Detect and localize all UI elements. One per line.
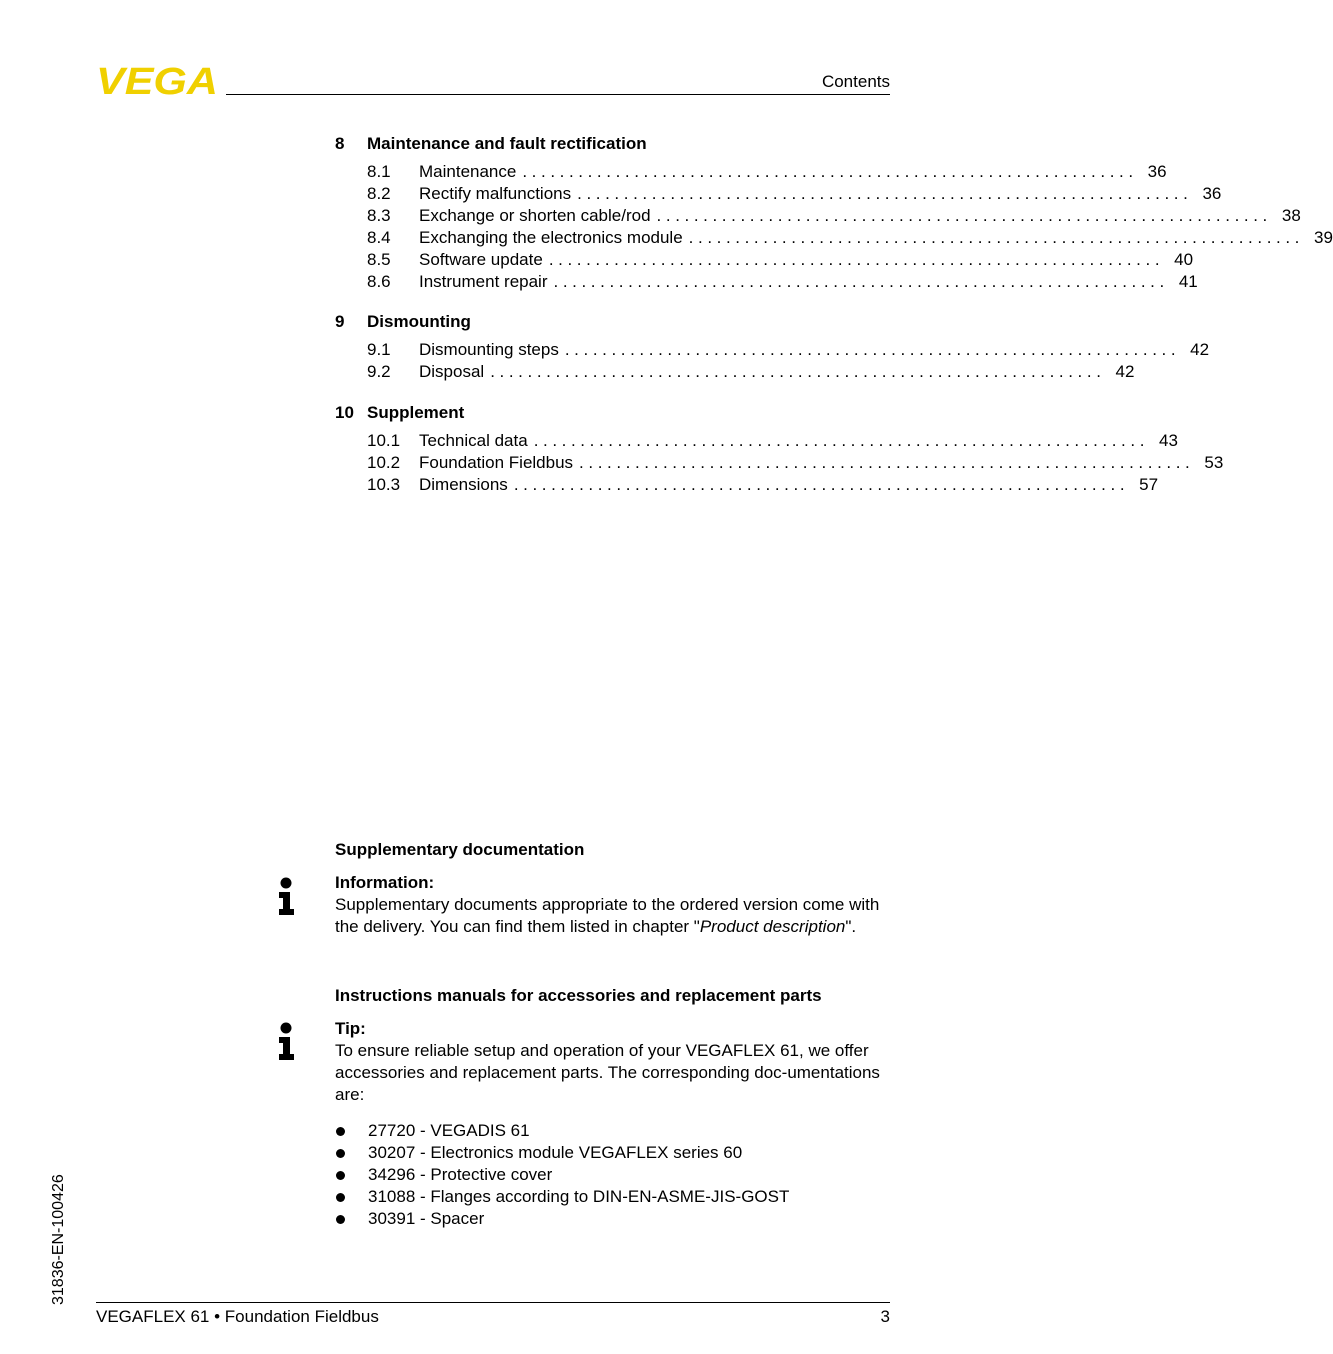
toc-section-number: 8 bbox=[335, 134, 345, 153]
chapter-reference: Product description bbox=[699, 917, 846, 936]
bullet-icon bbox=[336, 1171, 345, 1180]
info-icon bbox=[276, 1022, 298, 1062]
page-number: 3 bbox=[880, 1307, 890, 1326]
instructions-heading: Instructions manuals for accessories and replacement parts bbox=[335, 986, 822, 1005]
toc-entry-title: Technical data bbox=[419, 431, 528, 450]
toc-entry[interactable] bbox=[367, 227, 1333, 249]
info-icon-graphic bbox=[276, 877, 298, 917]
toc-entry-number: 8.5 bbox=[367, 250, 391, 269]
information-note bbox=[335, 872, 895, 938]
tip-label: Tip: bbox=[335, 1019, 366, 1038]
list-item bbox=[335, 1186, 789, 1208]
toc-entry-title: Rectify malfunctions bbox=[419, 184, 572, 203]
toc-entry-number: 8.2 bbox=[367, 184, 391, 203]
toc-entry-page: 42 bbox=[1115, 362, 1135, 381]
toc-entry-page: 38 bbox=[1281, 206, 1301, 225]
toc-entry-title: Foundation Fieldbus bbox=[419, 453, 574, 472]
toc-section-heading[interactable] bbox=[335, 402, 890, 424]
toc-entry-number: 8.6 bbox=[367, 272, 391, 291]
toc-section-heading[interactable] bbox=[335, 311, 890, 333]
toc-leader-dots: .................................................................. bbox=[513, 475, 1130, 494]
information-text-end: ". bbox=[845, 917, 857, 936]
toc-entry[interactable] bbox=[367, 271, 1198, 293]
information-label: Information: bbox=[335, 873, 435, 892]
toc-section-number: 9 bbox=[335, 312, 345, 331]
toc-entry-number: 9.1 bbox=[367, 340, 391, 359]
toc-section-9 bbox=[335, 311, 1210, 383]
toc-leader-dots: .................................................................. bbox=[548, 250, 1165, 269]
toc-entry-page: 39 bbox=[1314, 228, 1333, 247]
toc-entry[interactable] bbox=[367, 452, 1224, 474]
bullet-icon bbox=[336, 1215, 345, 1224]
toc-leader-dots: .................................................................. bbox=[490, 362, 1106, 381]
toc-entry-page: 42 bbox=[1190, 340, 1210, 359]
list-item bbox=[335, 1208, 789, 1230]
footer-title: VEGAFLEX 61 • Foundation Fieldbus bbox=[96, 1307, 379, 1326]
toc-entry-page: 53 bbox=[1204, 453, 1224, 472]
tip-note bbox=[335, 1018, 880, 1106]
toc-entry[interactable] bbox=[367, 361, 1135, 383]
toc-entry-page: 36 bbox=[1202, 184, 1222, 203]
toc-entry-number: 10.1 bbox=[367, 431, 401, 450]
toc-leader-dots: .................................................................. bbox=[688, 228, 1304, 247]
toc-leader-dots: .................................................................. bbox=[579, 453, 1195, 472]
header-section-label: Contents bbox=[821, 72, 890, 91]
toc-entry-number: 8.3 bbox=[367, 206, 391, 225]
toc-entry-page: 41 bbox=[1178, 272, 1198, 291]
toc-entry-title: Software update bbox=[419, 250, 543, 269]
toc-entry-title: Exchanging the electronics module bbox=[419, 228, 683, 247]
toc-entry[interactable] bbox=[367, 474, 1159, 496]
bullet-icon bbox=[336, 1127, 345, 1136]
toc-entry-page: 57 bbox=[1139, 475, 1159, 494]
toc-entry-number: 9.2 bbox=[367, 362, 391, 381]
information-text bbox=[335, 894, 895, 938]
bullet-icon bbox=[336, 1149, 345, 1158]
toc-entry-title: Dimensions bbox=[419, 475, 508, 494]
toc-entry-title: Exchange or shorten cable/rod bbox=[419, 206, 651, 225]
list-item bbox=[335, 1142, 789, 1164]
toc-entry-number: 8.4 bbox=[367, 228, 391, 247]
toc-entry-number: 10.3 bbox=[367, 475, 401, 494]
toc-section-8 bbox=[335, 133, 1333, 293]
toc-entry-number: 8.1 bbox=[367, 162, 391, 181]
bullet-icon bbox=[336, 1193, 345, 1202]
information-text-start: Supplementary documents appropriate to the ordered version come with the delivery. You can find them listed in chapter " bbox=[335, 895, 880, 936]
toc-leader-dots: .................................................................. bbox=[577, 184, 1193, 203]
document-code: 31836-EN-100426 bbox=[50, 1174, 67, 1305]
toc-section-title: Maintenance and fault rectification bbox=[367, 134, 647, 153]
toc-section-title: Dismounting bbox=[367, 312, 471, 331]
tip-text: To ensure reliable setup and operation of your VEGAFLEX 61, we offer accessories and replacement parts. The corresponding doc-umentations are: bbox=[335, 1041, 880, 1104]
toc-section-number: 10 bbox=[335, 403, 354, 422]
list-item-text: 30391 - Spacer bbox=[368, 1209, 485, 1228]
list-item-text: 34296 - Protective cover bbox=[368, 1165, 553, 1184]
vega-logo-text: VEGA bbox=[96, 61, 218, 103]
documentation-list bbox=[335, 1120, 789, 1230]
toc-entry-page: 40 bbox=[1174, 250, 1194, 269]
toc-entry[interactable] bbox=[367, 339, 1210, 361]
list-item-text: 31088 - Flanges according to DIN-EN-ASME-JIS-GOST bbox=[368, 1187, 790, 1206]
toc-leader-dots: .................................................................. bbox=[522, 162, 1138, 181]
toc-section-10 bbox=[335, 402, 1224, 496]
toc-entry-number: 10.2 bbox=[367, 453, 401, 472]
toc-entry[interactable] bbox=[367, 430, 1178, 452]
list-item bbox=[335, 1164, 789, 1186]
toc-entry[interactable] bbox=[367, 249, 1194, 271]
toc-section-title: Supplement bbox=[367, 403, 465, 422]
list-item bbox=[335, 1120, 789, 1142]
toc-entry-title: Dismounting steps bbox=[419, 340, 559, 359]
toc-leader-dots: .................................................................. bbox=[564, 340, 1181, 359]
supplementary-heading: Supplementary documentation bbox=[335, 840, 585, 859]
toc-entry-page: 36 bbox=[1147, 162, 1167, 181]
toc-entry-page: 43 bbox=[1159, 431, 1178, 450]
toc-entry-title: Disposal bbox=[419, 362, 485, 381]
toc-entry[interactable] bbox=[367, 205, 1301, 227]
toc-leader-dots: .................................................................. bbox=[656, 206, 1272, 225]
footer-rule bbox=[96, 1302, 890, 1303]
toc-entry[interactable] bbox=[367, 161, 1167, 183]
toc-leader-dots: .................................................................. bbox=[533, 431, 1150, 450]
list-item-text: 30207 - Electronics module VEGAFLEX series 60 bbox=[368, 1143, 743, 1162]
toc-entry-title: Instrument repair bbox=[419, 272, 548, 291]
toc-entry-title: Maintenance bbox=[419, 162, 517, 181]
vega-logo-graphic bbox=[96, 61, 220, 103]
info-icon-graphic bbox=[276, 1022, 298, 1062]
list-item-text: 27720 - VEGADIS 61 bbox=[368, 1121, 530, 1140]
toc-leader-dots: .................................................................. bbox=[553, 272, 1169, 291]
toc-entry[interactable] bbox=[367, 183, 1222, 205]
header-rule bbox=[226, 94, 890, 95]
toc-section-heading[interactable] bbox=[335, 133, 890, 155]
info-icon bbox=[276, 877, 298, 917]
vega-logo bbox=[96, 61, 220, 103]
